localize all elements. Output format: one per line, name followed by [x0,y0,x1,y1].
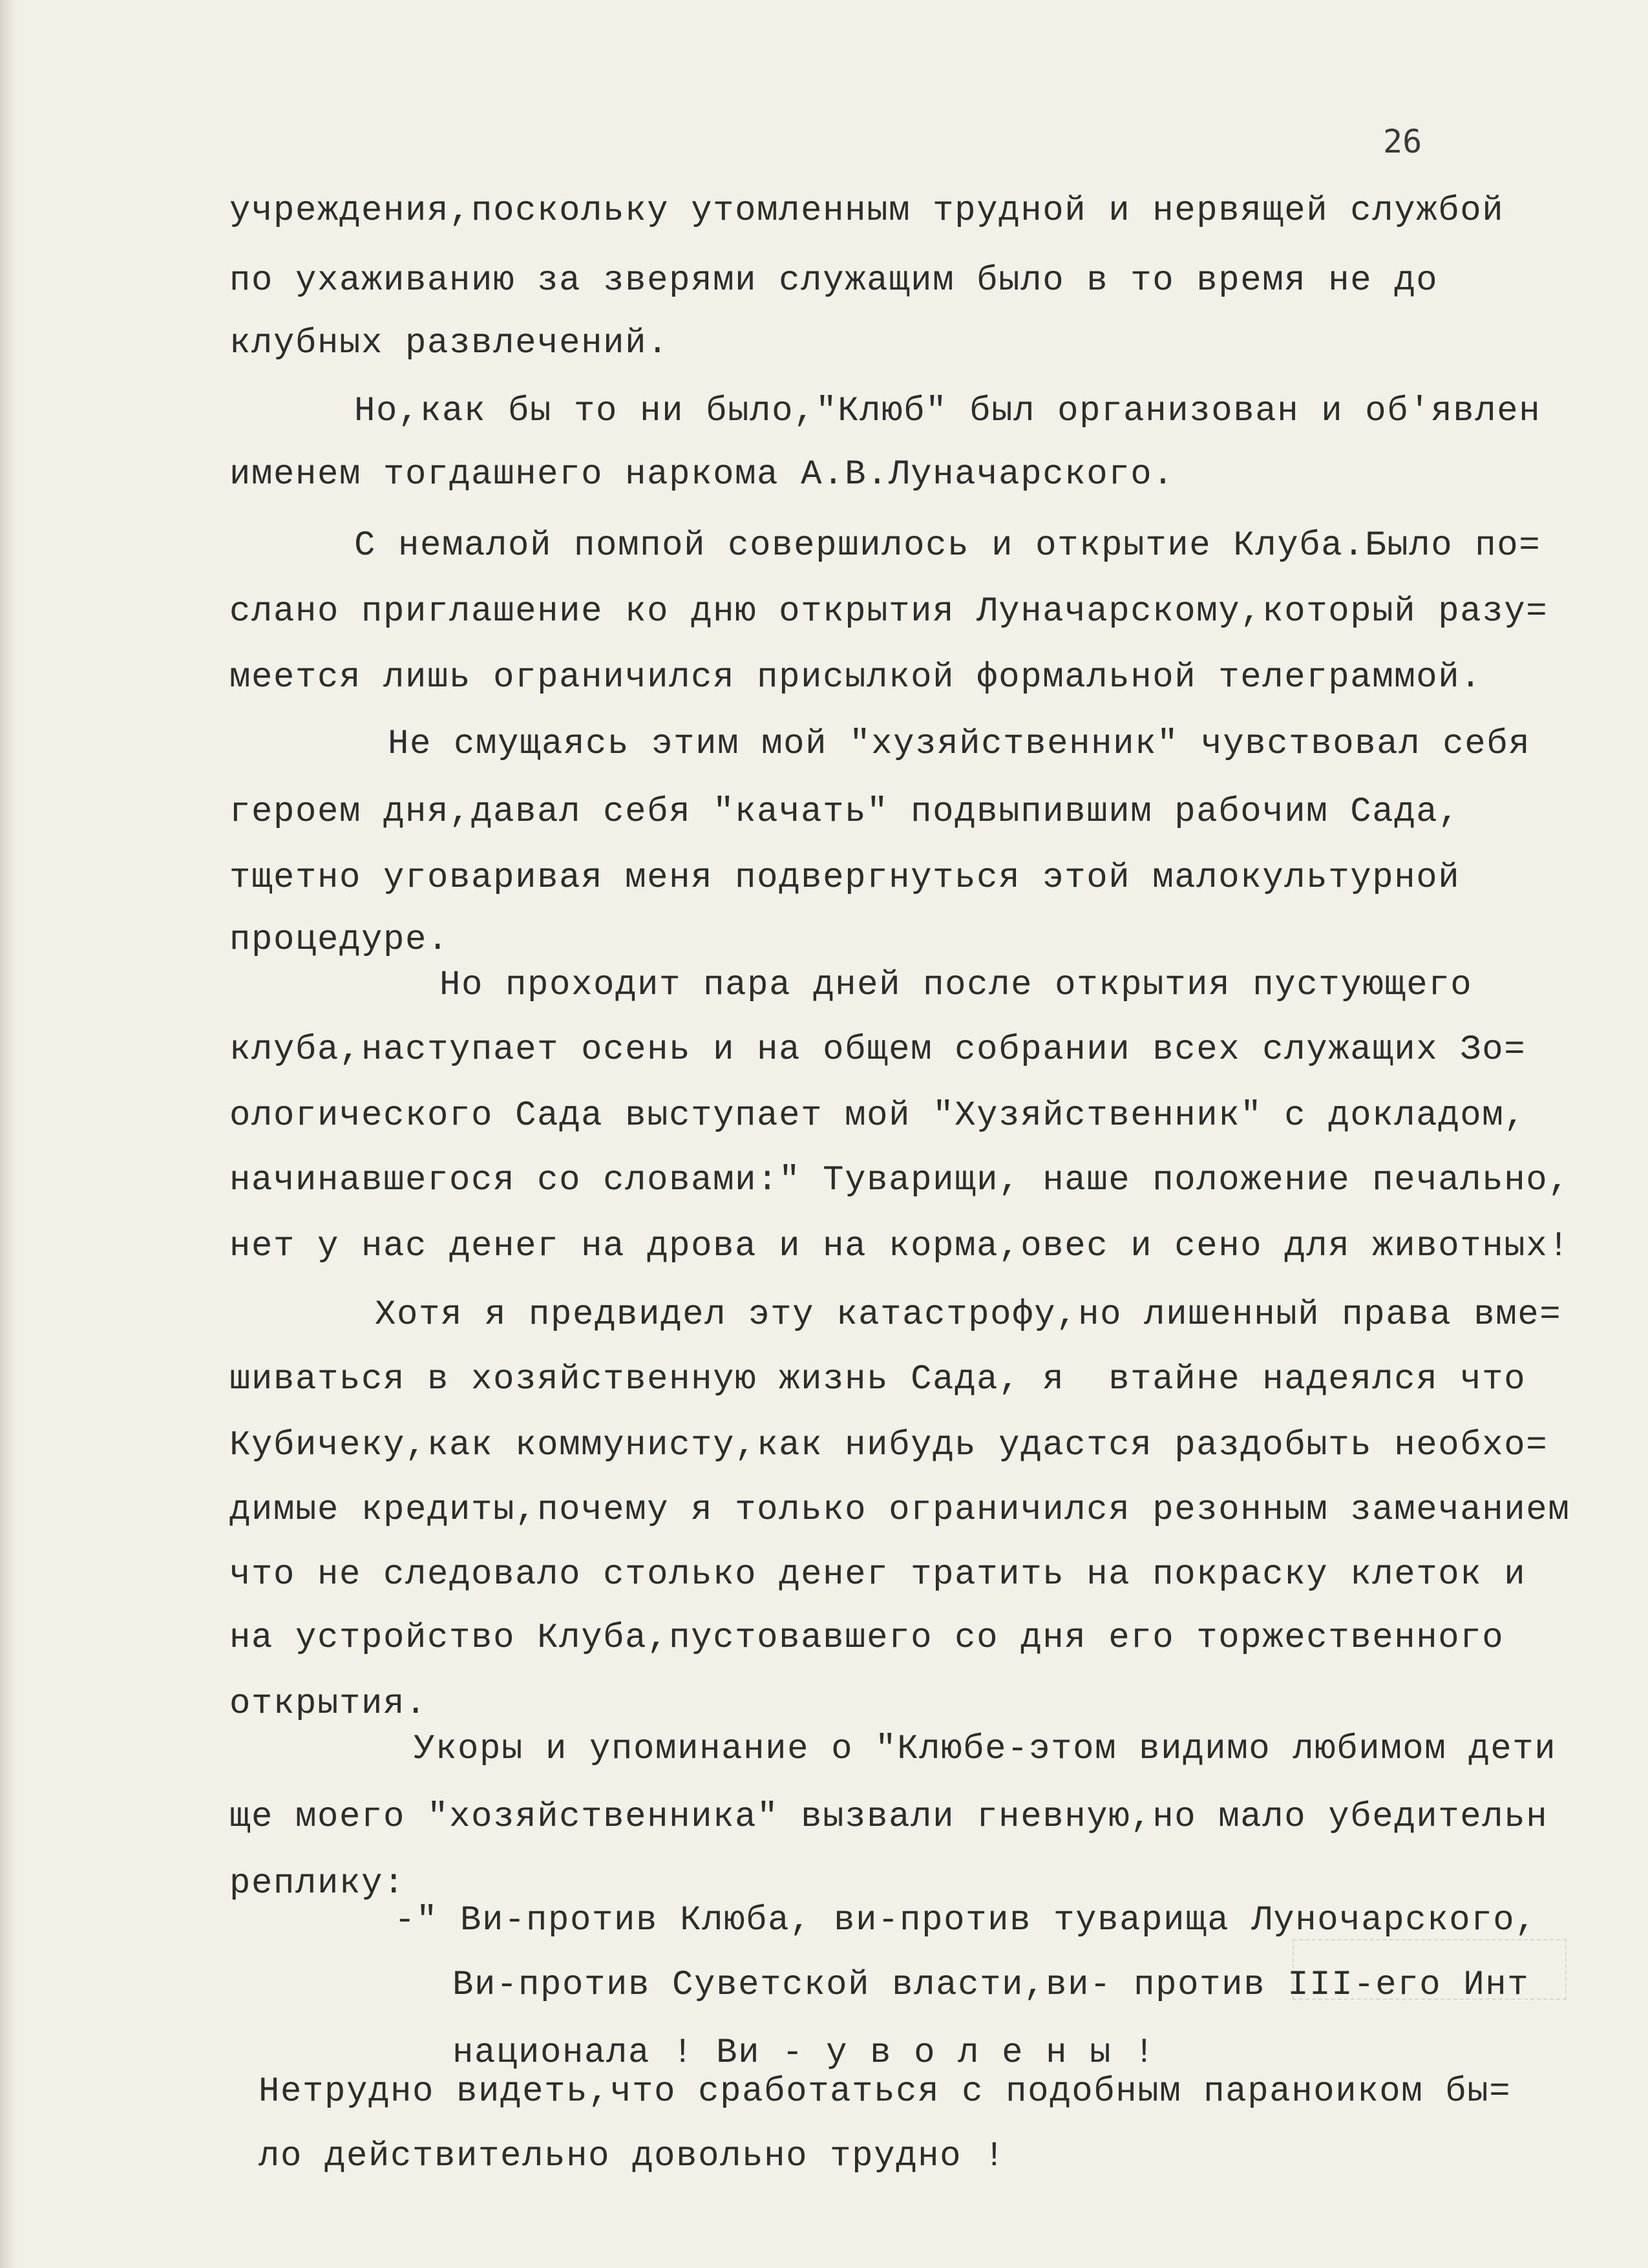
text-line-15: ологического Сада выступает мой "Хузяйственник" с докладом, [229,1096,1527,1136]
text-line-30: национала ! Ви - у в о л е н ы ! [452,2033,1156,2073]
text-line-16: начинавшегося со словами:" Туварищи, наше положение печально, [229,1161,1570,1200]
text-line-11: тщетно уговаривая меня подвергнуться этой малокультурной [229,858,1461,898]
page-edge-shadow [0,0,18,2268]
text-line-20: Кубичеку,как коммунисту,как нибудь удастся раздобыть необхо= [229,1426,1548,1465]
text-line-32: ло действительно довольно трудно ! [259,2137,1006,2176]
text-line-17: нет у нас денег на дрова и на корма,овес и сено для животных! [229,1227,1570,1266]
text-line-13: Но проходит пара дней после открытия пустующего [439,966,1473,1005]
text-line-18: Хотя я предвидел эту катастрофу,но лишенный права вме= [375,1295,1562,1335]
faint-stamp-mark [1293,1939,1567,2000]
page-number: 26 [1383,123,1422,160]
text-line-2: по ухаживанию за зверями служащим было в то время не до [229,261,1439,301]
text-line-21: димые кредиты,почему я только ограничился резонным замечанием [229,1490,1570,1530]
text-line-28: -" Ви-против Клюба, ви-против туварища Луночарского, [394,1901,1537,1940]
text-line-8: меется лишь ограничился присылкой формальной телеграммой. [229,658,1483,697]
text-line-27: реплику: [229,1864,406,1903]
text-line-29: Ви-против Суветской власти,ви- против III-его Инт [452,1966,1530,2005]
text-line-4: Но,как бы то ни было,"Клюб" был организован и об'явлен [354,392,1541,431]
text-line-24: открытия. [229,1684,428,1724]
text-line-31: Нетрудно видеть,что сработаться с подобным параноиком бы= [259,2072,1512,2112]
text-line-1: учреждения,поскольку утомленным трудной и нервящей службой [229,191,1505,231]
text-line-3: клубных развлечений. [229,324,670,363]
text-line-10: героем дня,давал себя "качать" подвыпившим рабочим Сада, [229,792,1461,832]
text-line-5: именем тогдашнего наркома А.В.Луначарского. [229,455,1175,494]
text-line-26: ще моего "хозяйственника" вызвали гневную,но мало убедительн [229,1797,1548,1837]
text-line-23: на устройство Клуба,пустовавшего со дня его торжественного [229,1618,1505,1658]
text-line-6: С немалой помпой совершилось и открытие Клуба.Было по= [354,526,1541,566]
text-line-12: процедуре. [229,920,450,960]
text-line-14: клуба,наступает осень и на общем собрании всех служащих Зо= [229,1030,1527,1070]
text-line-19: шиваться в хозяйственную жизнь Сада, я втайне надеялся что [229,1360,1527,1399]
text-line-22: что не следовало столько денег тратить на покраску клеток и [229,1555,1527,1595]
text-line-25: Укоры и упоминание о "Клюбе-этом видимо любимом дети [414,1730,1557,1769]
text-line-9: Не смущаясь этим мой "хузяйственник" чувствовал себя [388,725,1531,764]
text-line-7: слано приглашение ко дню открытия Луначарскому,который разу= [229,592,1548,631]
